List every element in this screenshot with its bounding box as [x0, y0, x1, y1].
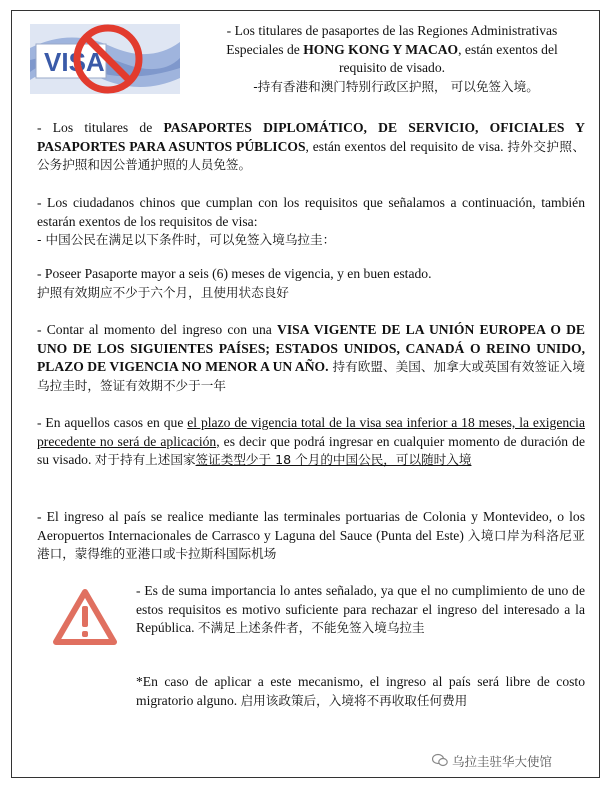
no-visa-icon — [30, 18, 180, 100]
intro-line-2: Especiales de HONG KONG Y MACAO, están exentos del — [226, 41, 558, 57]
visa-requirement-paragraph: - Contar al momento del ingreso con una VISA VIGENTE DE LA UNIÓN EUROPEA O DE UNO DE LOS SIGUIENTES PAÍSES; ESTADOS UNIDOS, CANADÁ O REINO UNIDO, PLAZO DE VIGENCIA NO MENOR A UN AÑO. 持有欧盟、美国、加拿大或英国有效签证入境乌拉圭时，签证有效期不少于一年 — [37, 322, 585, 393]
wechat-icon — [432, 753, 448, 767]
passport-validity-paragraph: - Poseer Pasaporte mayor a seis (6) meses de vigencia, y en buen estado. 护照有效期应不少于六个月，且使用状态良好 — [37, 266, 432, 300]
importance-paragraph: - Es de suma importancia lo antes señalado, ya que el no cumplimiento de uno de estos requisitos es motivo suficiente para rechazar el ingreso del interesado a la República. 不满足上述条件者，不能免签入境乌拉圭 — [136, 583, 585, 635]
visa-text: VISA — [44, 47, 105, 77]
entry-ports-paragraph: - El ingreso al país se realice mediante las terminales portuarias de Colonia y Montevideo, o los Aeropuertos Internacionales de Carrasco y Laguna del Sauce (Punta del Este) 入境口岸为科洛尼亚港口，蒙得维的亚港口或卡拉斯科国际机场 — [37, 509, 586, 561]
free-cost-paragraph: *En caso de aplicar a este mecanismo, el ingreso al país será libre de costo migratorio alguno. 启用该政策后，入境将不再收取任何费用 — [136, 674, 585, 708]
intro-line-1: - Los titulares de pasaportes de las Regiones Administrativas — [226, 23, 558, 38]
intro-zh: -持有香港和澳门特别行政区护照， 可以免签入境。 — [253, 78, 539, 94]
diplomatic-passports-paragraph: - Los titulares de PASAPORTES DIPLOMÁTICO, DE SERVICIO, OFICIALES Y PASAPORTES PARA ASUNTOS PÚBLICOS, están exentos del requisito de visa. 持外交护照、公务护照和因公普通护照的人员免签。 — [37, 120, 586, 172]
watermark-text: 乌拉圭驻华大使馆 — [452, 754, 553, 769]
intro-block — [186, 22, 598, 96]
chinese-citizens-paragraph: - Los ciudadanos chinos que cumplan con los requisitos que señalamos a continuación, también estarán exentos de los requisitos de visa: - 中国公民在满足以下条件时，可以免签入境乌拉圭： — [37, 195, 585, 247]
visa-duration-paragraph: - En aquellos casos en que el plazo de vigencia total de la visa sea inferior a 18 meses, la exigencia precedente no será de aplicación, es decir que podrá ingresar en cualquier momento de duración de su visado. 对于持有上述国家签证类型少于 18 个月的中国公民，可以随时入境 — [37, 415, 585, 467]
warning-icon — [53, 588, 117, 646]
intro-line-3: requisito de visado. — [338, 60, 446, 75]
